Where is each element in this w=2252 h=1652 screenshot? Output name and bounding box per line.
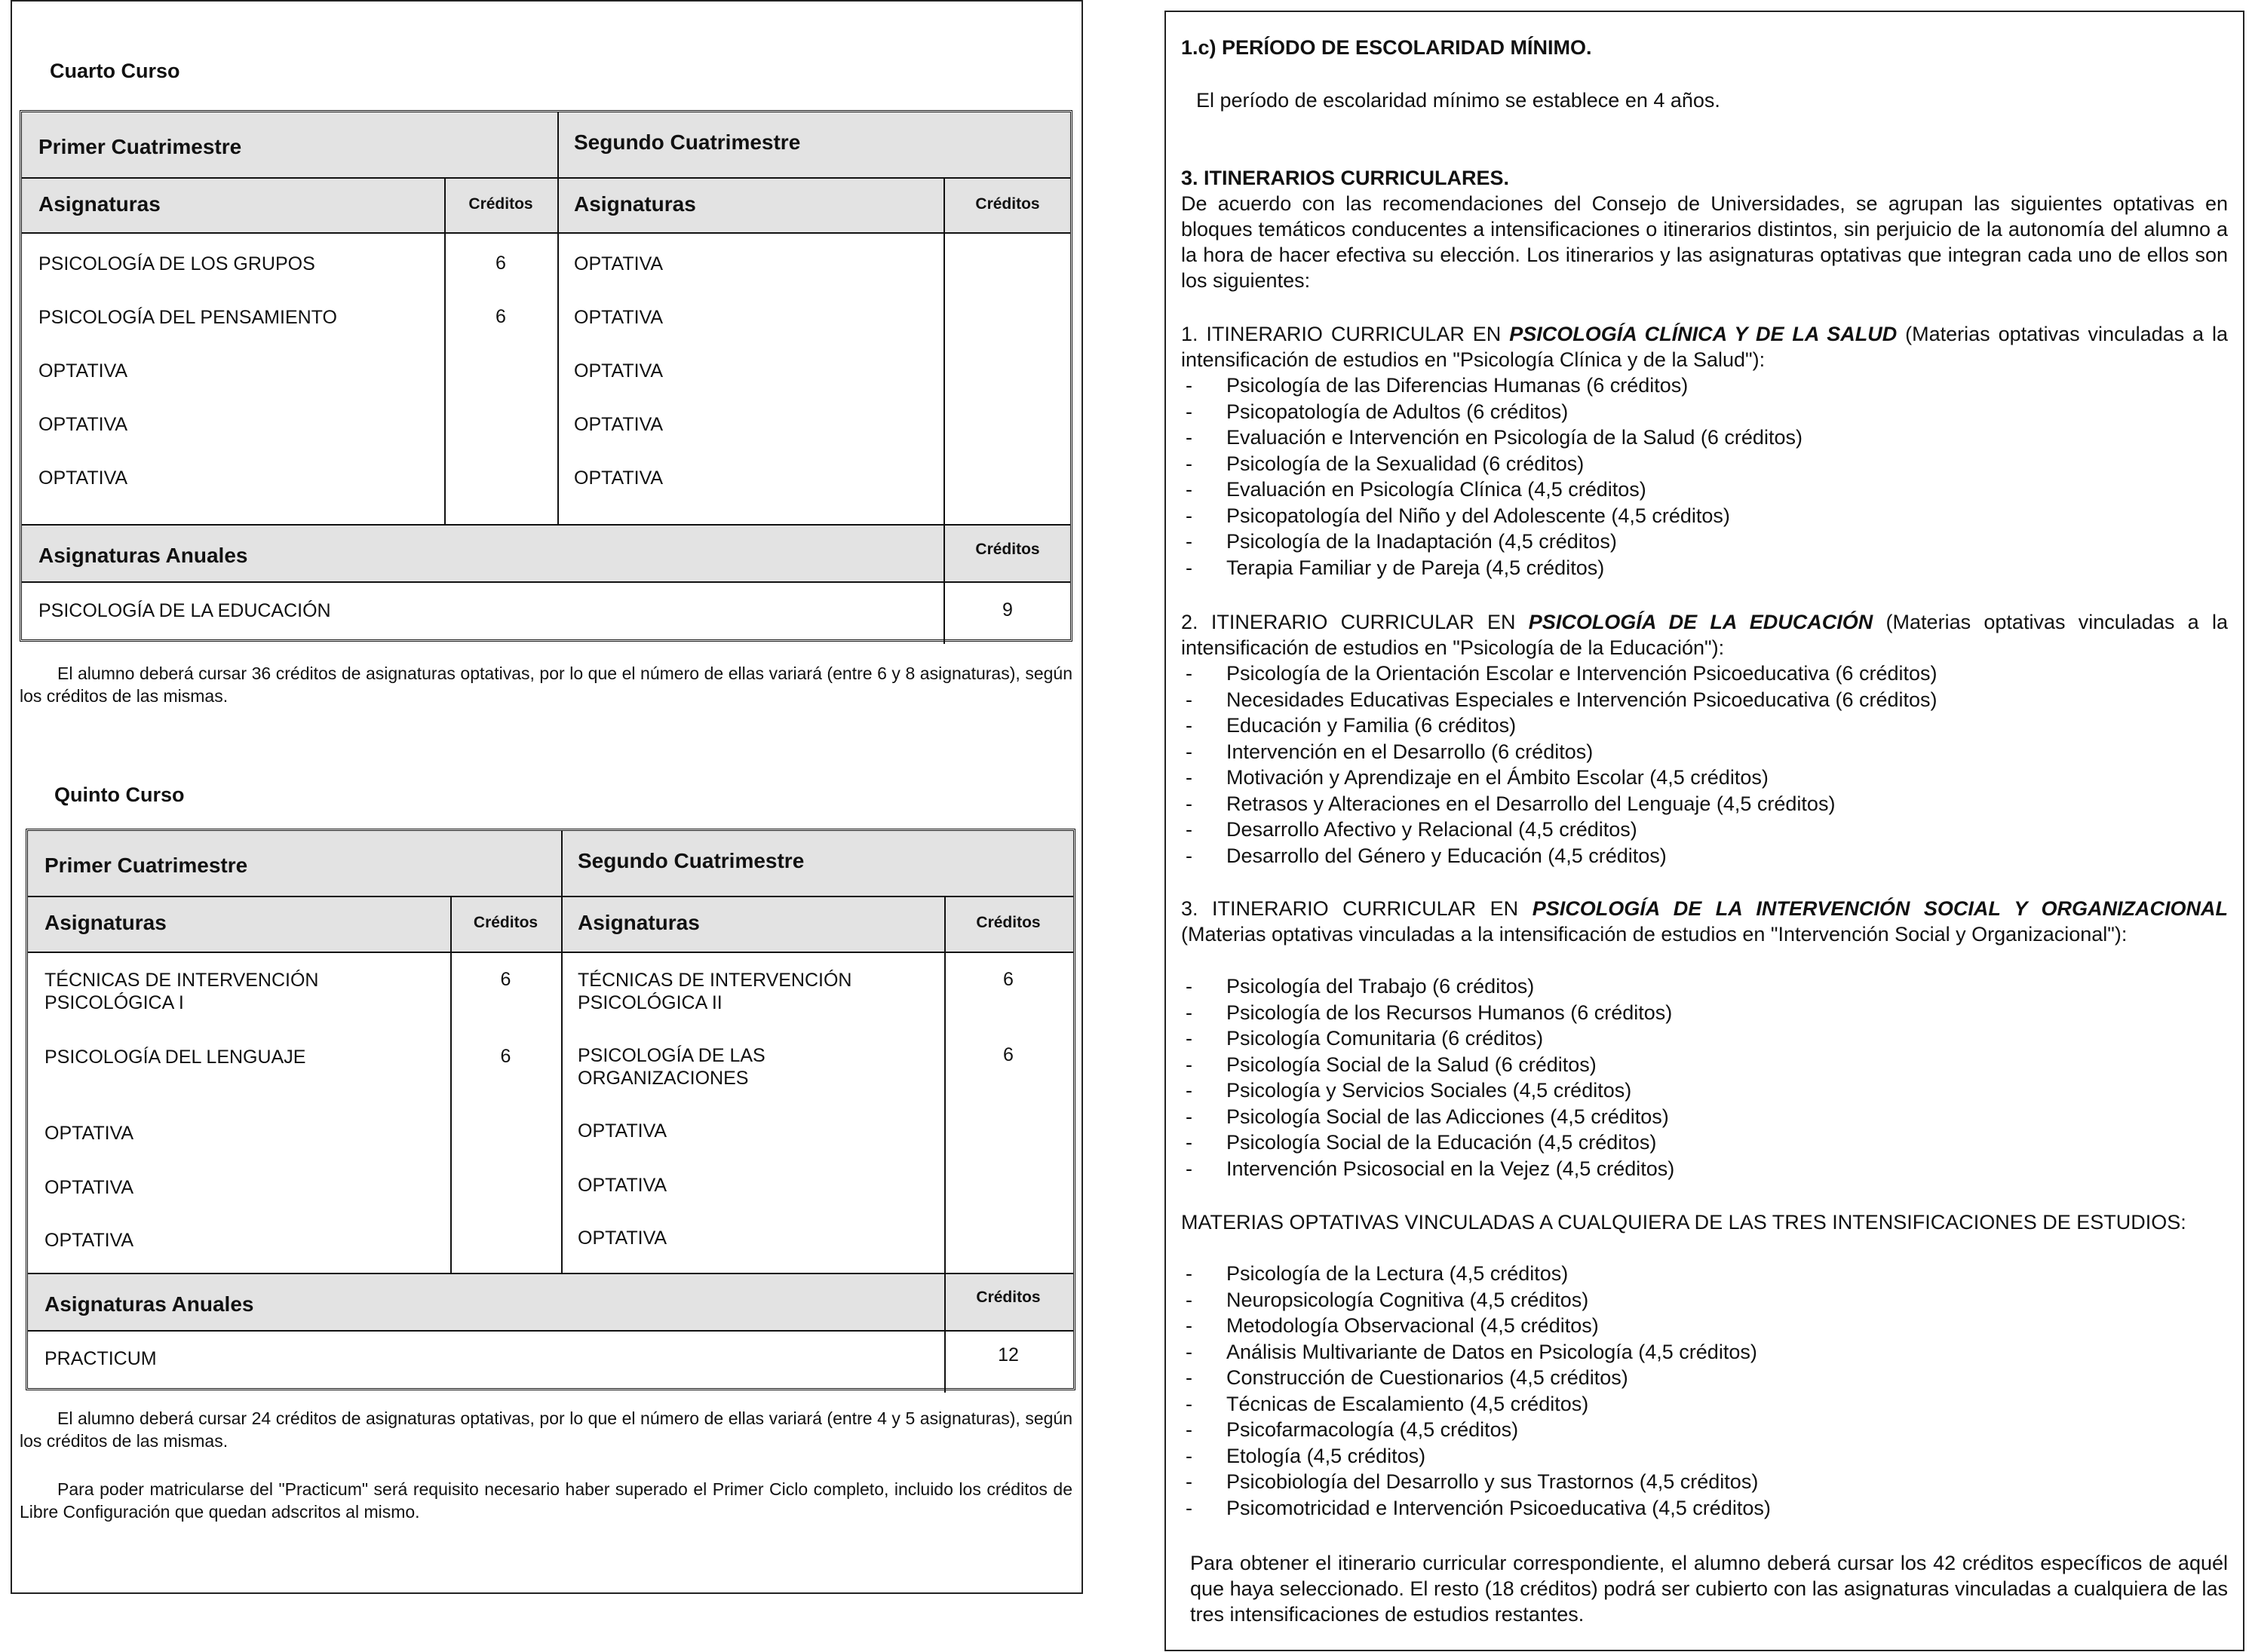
credit-value: 12 [998,1344,1019,1365]
final-paragraph: Para obtener el itinerario curricular correspondiente, el alumno deberá cursar los 42 créditos específicos de aquél que haya seleccionado. El resto (18 créditos) podrá ser cubierto con las asignaturas vinculadas a cualquiera de las tres intensificaciones de estudios restantes. [1190,1552,2228,1626]
list-item: - Psicología Social de la Educación (4,5 créditos) [1181,1129,2228,1156]
list-item: - Evaluación en Psicología Clínica (4,5 créditos) [1181,477,2228,503]
itinerario-3-name: PSICOLOGÍA DE LA INTERVENCIÓN SOCIAL Y ORGANIZACIONAL [1532,897,2228,920]
list-item: - Psicología del Trabajo (6 créditos) [1181,973,2228,1000]
list-item: - Retrasos y Alteraciones en el Desarrollo del Lenguaje (4,5 créditos) [1181,791,2228,817]
list-item: - Psicología Social de la Salud (6 créditos) [1181,1052,2228,1078]
list-item: - Análisis Multivariante de Datos en Psicología (4,5 créditos) [1181,1339,2228,1365]
list-item: - Motivación y Aprendizaje en el Ámbito Escolar (4,5 créditos) [1181,765,2228,791]
table-row: PSICOLOGÍA DEL LENGUAJE [44,1047,306,1068]
list-item: - Psicología de la Lectura (4,5 créditos) [1181,1261,2228,1287]
list-item: - Psicología y Servicios Sociales (4,5 créditos) [1181,1077,2228,1104]
list-item: - Intervención en el Desarrollo (6 créditos) [1181,739,2228,765]
list-item: - Metodología Observacional (4,5 créditos) [1181,1313,2228,1339]
table-row: OPTATIVA [574,414,664,435]
table-row: PSICOLOGÍA DE LAS ORGANIZACIONES [578,1045,765,1089]
cuarto-asignaturas-header-2: Asignaturas [574,192,696,216]
credit-value: 6 [496,306,506,327]
list-item: - Psicopatología de Adultos (6 créditos) [1181,399,2228,425]
itinerario-2-name: PSICOLOGÍA DE LA EDUCACIÓN [1528,611,1873,633]
itinerario-3-list [1181,973,2228,1182]
cuarto-anual-creditos-header: Créditos [975,541,1040,558]
quinto-curso-title: Quinto Curso [54,783,185,806]
cuarto-creditos-header-1: Créditos [468,195,533,213]
table-row: OPTATIVA [578,1228,667,1249]
table-row: OPTATIVA [44,1177,134,1198]
cuarto-asignaturas-anuales: Asignaturas Anuales [38,544,248,567]
credit-value: 6 [496,253,506,274]
list-item: - Psicofarmacología (4,5 créditos) [1181,1417,2228,1443]
list-item: - Psicología de los Recursos Humanos (6 créditos) [1181,1000,2228,1026]
list-item: - Técnicas de Escalamiento (4,5 créditos) [1181,1391,2228,1418]
table-row: TÉCNICAS DE INTERVENCIÓN PSICOLÓGICA I [44,970,319,1013]
quinto-note-optativas: El alumno deberá cursar 24 créditos de asignaturas optativas, por lo que el número de ellas variará (entre 4 y 5 asignaturas), según los créditos de las mismas. [20,1408,1072,1451]
list-item: - Psicología Comunitaria (6 créditos) [1181,1025,2228,1052]
credit-value: 6 [500,969,511,990]
list-item: - Construcción de Cuestionarios (4,5 créditos) [1181,1365,2228,1391]
cuarto-note: El alumno deberá cursar 36 créditos de asignaturas optativas, por lo que el número de ellas variará (entre 6 y 8 asignaturas), según los créditos de las mismas. [20,664,1072,706]
cuarto-creditos-header-2: Créditos [975,195,1040,213]
right-page [1164,11,2244,1651]
list-item: - Evaluación e Intervención en Psicología de la Salud (6 créditos) [1181,424,2228,451]
list-item: - Desarrollo Afectivo y Relacional (4,5 créditos) [1181,817,2228,843]
list-item: - Psicología Social de las Adicciones (4,5 créditos) [1181,1104,2228,1130]
list-item: - Neuropsicología Cognitiva (4,5 créditos) [1181,1287,2228,1313]
quinto-table [26,829,1075,1390]
itinerario-1-name: PSICOLOGÍA CLÍNICA Y DE LA SALUD [1509,323,1898,345]
quinto-note-practicum: Para poder matricularse del "Practicum" será requisito necesario haber superado el Primer Ciclo completo, incluido los créditos de Libre Configuración que quedan adscritos al mismo. [20,1479,1072,1522]
list-item: - Psicopatología del Niño y del Adolescente (4,5 créditos) [1181,503,2228,529]
materias-optativas-list [1181,1261,2228,1521]
quinto-anual-creditos-header: Créditos [976,1289,1041,1306]
quinto-asignaturas-header-2: Asignaturas [578,911,700,934]
cuarto-curso-title: Cuarto Curso [50,60,180,82]
table-row: TÉCNICAS DE INTERVENCIÓN PSICOLÓGICA II [578,970,852,1013]
list-item: - Psicología de la Orientación Escolar e Intervención Psicoeducativa (6 créditos) [1181,660,2228,687]
table-row: PSICOLOGÍA DE LOS GRUPOS [38,253,315,274]
periodo-text: El período de escolaridad mínimo se establece en 4 años. [1196,89,1720,112]
list-item: - Necesidades Educativas Especiales e Intervención Psicoeducativa (6 créditos) [1181,687,2228,713]
itinerario-2-list [1181,660,2228,869]
list-item: - Psicobiología del Desarrollo y sus Trastornos (4,5 créditos) [1181,1469,2228,1495]
quinto-asignaturas-anuales: Asignaturas Anuales [44,1292,254,1316]
cuarto-table [20,110,1072,642]
list-item: - Psicología de la Inadaptación (4,5 créditos) [1181,529,2228,555]
cuarto-primer-cuatrimestre: Primer Cuatrimestre [38,135,242,158]
cuarto-asignaturas-header-1: Asignaturas [38,192,161,216]
table-row: OPTATIVA [574,253,664,274]
table-row: OPTATIVA [38,360,128,382]
quinto-asignaturas-header-1: Asignaturas [44,911,167,934]
periodo-title: 1.c) PERÍODO DE ESCOLARIDAD MÍNIMO. [1181,36,1592,59]
itinerario-3-heading: 3. ITINERARIO CURRICULAR EN PSICOLOGÍA DE LA INTERVENCIÓN SOCIAL Y ORGANIZACIONAL (Materias optativas vinculadas a la intensificación de estudios en "Intervención Social y Organizacional"): [1181,897,2228,946]
table-row: PSICOLOGÍA DEL PENSAMIENTO [38,307,337,328]
table-row: OPTATIVA [578,1120,667,1142]
table-row: PSICOLOGÍA DE LA EDUCACIÓN [38,600,331,621]
table-row: OPTATIVA [574,467,664,489]
list-item: - Psicología de las Diferencias Humanas (6 créditos) [1181,372,2228,399]
table-row: OPTATIVA [38,414,128,435]
list-item: - Psicomotricidad e Intervención Psicoeducativa (4,5 créditos) [1181,1495,2228,1522]
list-item: - Desarrollo del Género y Educación (4,5 créditos) [1181,843,2228,869]
itinerarios-title: 3. ITINERARIOS CURRICULARES. [1181,167,1510,189]
itinerario-1-list [1181,372,2228,581]
quinto-creditos-header-1: Créditos [473,914,538,931]
table-row: OPTATIVA [574,360,664,382]
left-page [11,0,1083,1594]
credit-value: 6 [500,1046,511,1067]
credit-value: 6 [1003,1044,1014,1065]
table-row: OPTATIVA [574,307,664,328]
cuarto-segundo-cuatrimestre: Segundo Cuatrimestre [574,130,801,154]
list-item: - Educación y Familia (6 créditos) [1181,713,2228,739]
itinerario-2-heading: 2. ITINERARIO CURRICULAR EN PSICOLOGÍA DE LA EDUCACIÓN (Materias optativas vinculadas a la intensificación de estudios en "Psicología de la Educación"): [1181,611,2228,659]
table-row: PRACTICUM [44,1348,157,1369]
list-item: - Psicología de la Sexualidad (6 créditos) [1181,451,2228,477]
credit-value: 9 [1002,599,1013,621]
list-item: - Intervención Psicosocial en la Vejez (4,5 créditos) [1181,1156,2228,1182]
quinto-segundo-cuatrimestre: Segundo Cuatrimestre [578,849,805,872]
table-row: OPTATIVA [38,467,128,489]
quinto-primer-cuatrimestre: Primer Cuatrimestre [44,854,248,877]
quinto-creditos-header-2: Créditos [976,914,1041,931]
table-row: OPTATIVA [44,1230,134,1251]
table-row: OPTATIVA [578,1175,667,1196]
materias-optativas-title: MATERIAS OPTATIVAS VINCULADAS A CUALQUIERA DE LAS TRES INTENSIFICACIONES DE ESTUDIOS: [1181,1211,2186,1234]
credit-value: 6 [1003,969,1014,990]
table-row: OPTATIVA [44,1123,134,1144]
itinerarios-intro: De acuerdo con las recomendaciones del Consejo de Universidades, se agrupan las siguientes optativas en bloques temáticos conducentes a intensificaciones o itinerarios distintos, sin perjuicio de la autonomía del alumno a la hora de hacer efectiva su elección. Los itinerarios y las asignaturas optativas que integran cada uno de ellos son los siguientes: [1181,192,2228,292]
list-item: - Terapia Familiar y de Pareja (4,5 créditos) [1181,555,2228,581]
list-item: - Etología (4,5 créditos) [1181,1443,2228,1470]
itinerario-1-heading: 1. ITINERARIO CURRICULAR EN PSICOLOGÍA CLÍNICA Y DE LA SALUD (Materias optativas vinculadas a la intensificación de estudios en "Psicología Clínica y de la Salud"): [1181,323,2228,371]
